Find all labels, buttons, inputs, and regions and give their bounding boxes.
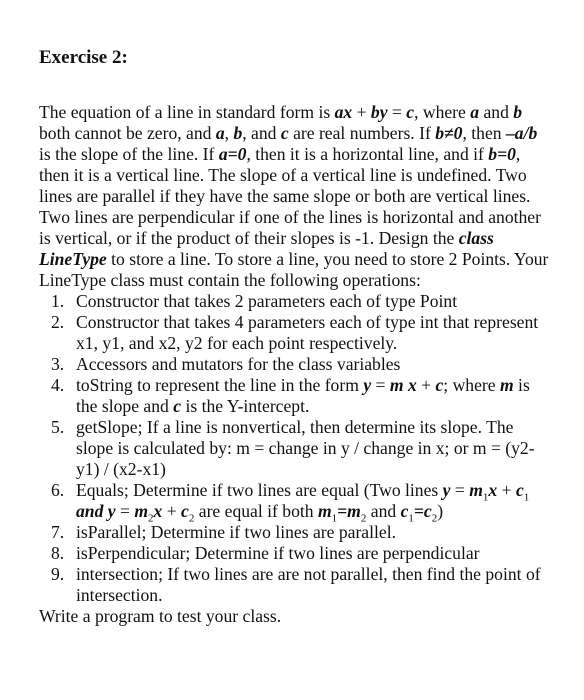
- text-run: b≠0: [435, 123, 463, 143]
- item-text: [76, 291, 457, 311]
- text-run: , then: [462, 123, 506, 143]
- text-run: =: [387, 102, 407, 122]
- text-run: 2: [148, 512, 154, 525]
- text-run: c: [515, 480, 524, 500]
- text-run: m: [389, 375, 404, 395]
- text-run: x: [488, 480, 498, 500]
- text-run: 1: [482, 491, 489, 504]
- item-number: 3.: [51, 354, 65, 374]
- text-run: +: [497, 480, 516, 500]
- text-run: is the slope and: [76, 375, 530, 416]
- text-run: a: [215, 123, 225, 143]
- text-run: by: [370, 102, 388, 122]
- closing-instruction: Write a program to test your class.: [39, 606, 282, 626]
- text-run: is the Y-intercept.: [181, 396, 310, 416]
- item-number: 4.: [51, 375, 65, 395]
- operation-item: [39, 312, 551, 354]
- text-run: , then it is a horizontal line, and if: [246, 144, 489, 164]
- text-run: c: [181, 501, 189, 521]
- item-number: 9.: [51, 564, 65, 584]
- text-run: to store a line. To store a line, you need to store 2 Points. Your LineType class must contain the following operations:: [39, 249, 549, 290]
- text-run: ,: [224, 123, 234, 143]
- text-run: +: [416, 375, 436, 395]
- problem-paragraph: [39, 102, 551, 291]
- item-text: [76, 543, 480, 563]
- text-run: =m: [337, 501, 361, 521]
- operation-item: [39, 543, 551, 564]
- item-number: 1.: [51, 291, 65, 311]
- operation-item: [39, 291, 551, 312]
- operation-item: [39, 480, 551, 525]
- text-run: =c: [413, 501, 432, 521]
- text-run: a=0: [218, 144, 247, 164]
- text-run: m: [499, 375, 514, 395]
- text-run: c: [406, 102, 415, 122]
- text-run: c: [173, 396, 182, 416]
- text-run: 2: [431, 512, 438, 525]
- text-run: 2: [188, 512, 195, 525]
- text-run: The equation of a line in standard form is: [39, 102, 335, 122]
- text-run: is the slope of the line. If: [39, 144, 219, 164]
- text-run: getSlope; If a line is nonvertical, then determine its slope. The slope is calculated by: m = change in y / change in x; or m = (y2-y1) / (x2-x1): [76, 417, 535, 479]
- text-run: Equals; Determine if two lines are equal (Two lines: [76, 480, 443, 500]
- text-run: c: [435, 375, 444, 395]
- operation-item: [39, 417, 551, 480]
- text-run: toString to represent the line in the form: [76, 375, 364, 395]
- item-text: [76, 312, 538, 353]
- text-run: b=0: [488, 144, 516, 164]
- text-run: and: [366, 501, 401, 521]
- item-number: 8.: [51, 543, 65, 563]
- text-run: =: [371, 375, 390, 395]
- text-run: class LineType: [39, 228, 494, 269]
- operation-item: [39, 375, 551, 417]
- exercise-title: Exercise 2:: [39, 47, 128, 68]
- operations-list: [39, 291, 579, 606]
- text-run: b: [513, 102, 523, 122]
- item-text: [76, 417, 535, 479]
- text-run: y: [442, 480, 451, 500]
- text-run: are real numbers. If: [288, 123, 436, 143]
- text-run: 1: [331, 512, 338, 525]
- text-run: both cannot be zero, and: [39, 123, 216, 143]
- text-run: =: [450, 480, 470, 500]
- text-run: a: [470, 102, 480, 122]
- item-number: 7.: [51, 522, 65, 542]
- operation-item: [39, 354, 551, 375]
- text-run: c: [280, 123, 289, 143]
- text-run: isPerpendicular; Determine if two lines are perpendicular: [76, 543, 480, 563]
- item-number: 5.: [51, 417, 65, 437]
- text-run: Accessors and mutators for the class variables: [76, 354, 401, 374]
- text-run: 1: [523, 491, 530, 504]
- text-run: and y: [76, 501, 116, 521]
- text-run: ): [437, 501, 444, 521]
- text-run: m: [469, 480, 483, 500]
- item-text: [76, 375, 530, 416]
- text-run: +: [162, 501, 182, 521]
- text-run: , then it is a vertical line. The slope of a vertical line is undefined. Two lines are parallel if they have the same slope or both are vertical lines. Two lines are perpendicular if one of the lines is horizontal and another is vertical, or if the product of their slopes is -1. Design the: [39, 144, 541, 248]
- text-run: intersection; If two lines are are not parallel, then find the point of intersection.: [76, 564, 541, 605]
- operation-item: [39, 522, 551, 543]
- text-run: –a/b: [505, 123, 538, 143]
- text-run: , and: [242, 123, 281, 143]
- text-run: are equal if both: [194, 501, 318, 521]
- text-run: isParallel; Determine if two lines are parallel.: [76, 522, 396, 542]
- text-run: +: [352, 102, 371, 122]
- text-run: 1: [408, 512, 414, 525]
- text-run: , where: [414, 102, 471, 122]
- item-number: 2.: [51, 312, 65, 332]
- operation-item: [39, 564, 551, 606]
- text-run: b: [233, 123, 243, 143]
- text-run: ; where: [443, 375, 500, 395]
- document: [39, 46, 579, 627]
- item-text: [76, 354, 400, 374]
- text-run: c: [400, 501, 409, 521]
- text-run: and: [479, 102, 514, 122]
- text-run: Constructor that takes 4 parameters each of type int that represent x1, y1, and x2, y2 for each point respectively.: [76, 312, 539, 353]
- item-number: 6.: [51, 480, 65, 500]
- text-run: m: [317, 501, 332, 521]
- text-run: =: [115, 501, 135, 521]
- item-text: [76, 522, 396, 542]
- item-text: [76, 480, 530, 525]
- text-run: x: [153, 501, 163, 521]
- text-run: ax: [334, 102, 353, 122]
- item-text: [76, 564, 541, 605]
- text-run: Constructor that takes 2 parameters each of type Point: [76, 291, 458, 311]
- text-run: y: [363, 375, 372, 395]
- text-run: x: [407, 375, 417, 395]
- text-run: m: [134, 501, 149, 521]
- text-run: 2: [360, 512, 367, 525]
